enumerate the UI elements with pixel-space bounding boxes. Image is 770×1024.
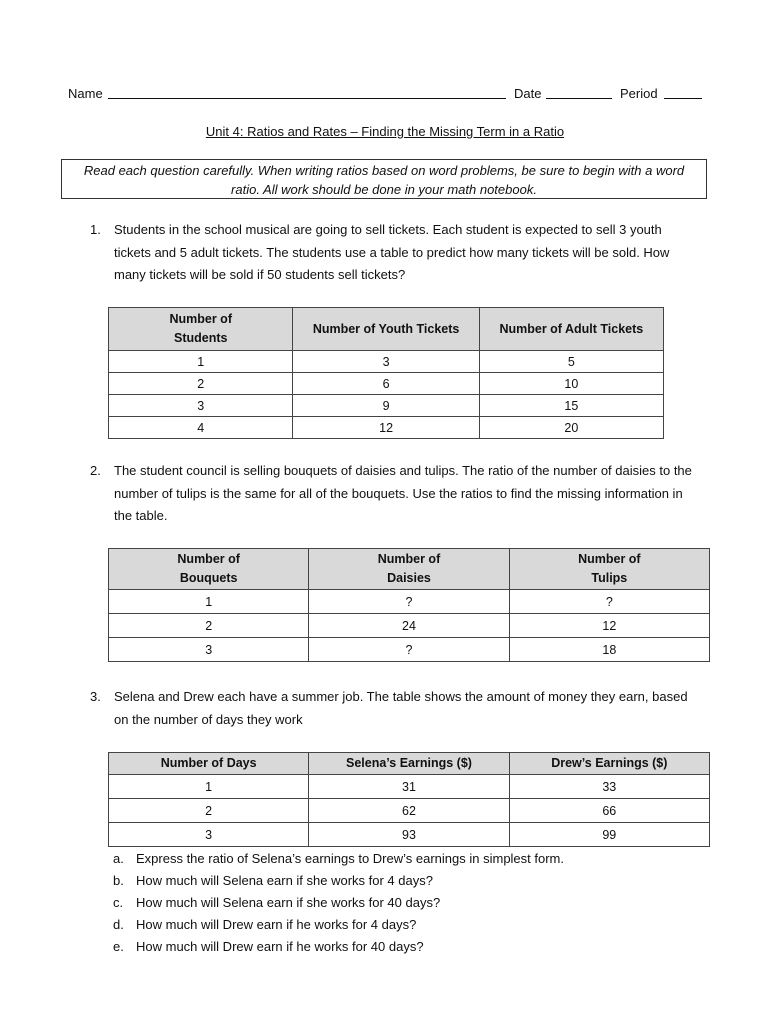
table-cell: 1	[109, 775, 309, 799]
subquestion-letter: e.	[113, 939, 124, 954]
subquestion-a	[113, 851, 673, 869]
bouquets-table	[108, 548, 710, 662]
table-cell: 24	[309, 614, 509, 638]
subquestion-letter: b.	[113, 873, 124, 888]
question-text: The student council is selling bouquets of daisies and tulips. The ratio of the number of daisies to the number of tulips is the same for all of the bouquets. Use the ratios to find the missing information in the table.	[114, 463, 692, 523]
table-cell: 4	[109, 417, 293, 439]
instructions-box	[61, 159, 707, 199]
table-header-row	[109, 753, 710, 775]
subquestion-text: Express the ratio of Selena’s earnings to Drew’s earnings in simplest form.	[136, 851, 564, 866]
table-row	[109, 351, 664, 373]
table-cell: 20	[479, 417, 663, 439]
table-row	[109, 799, 710, 823]
date-label: Date	[514, 86, 542, 101]
table-header-row	[109, 549, 710, 590]
subquestion-b	[113, 873, 673, 891]
table-cell: 62	[309, 799, 509, 823]
column-header: Number of Tulips	[509, 549, 709, 590]
table-row	[109, 638, 710, 662]
page-title: Unit 4: Ratios and Rates – Finding the Missing Term in a Ratio	[205, 124, 565, 139]
table-cell: 33	[509, 775, 709, 799]
subquestion-text: How much will Selena earn if she works for 40 days?	[136, 895, 441, 910]
column-header: Drew’s Earnings ($)	[509, 753, 709, 775]
table-row	[109, 395, 664, 417]
table-cell: 3	[109, 823, 309, 847]
question-1	[90, 219, 710, 289]
header	[68, 86, 704, 104]
table-cell: 6	[293, 373, 479, 395]
column-header: Number of Youth Tickets	[293, 308, 479, 351]
subquestion-d	[113, 917, 673, 935]
question-number: 3.	[90, 689, 101, 704]
table-cell: 93	[309, 823, 509, 847]
table-cell: 5	[479, 351, 663, 373]
question-number: 2.	[90, 463, 101, 478]
students-tickets-table	[108, 307, 664, 439]
column-header: Number of Bouquets	[109, 549, 309, 590]
question-3	[90, 686, 710, 734]
period-label: Period	[620, 86, 658, 101]
table-row	[109, 417, 664, 439]
question-text: Students in the school musical are going to sell tickets. Each student is expected to sell 3 youth tickets and 5 adult tickets. The students use a table to predict how many tickets will be sold. How many tickets will be sold if 50 students sell tickets?	[114, 222, 670, 282]
table-cell: 3	[109, 395, 293, 417]
column-header: Number of Days	[109, 753, 309, 775]
column-header: Number of Adult Tickets	[479, 308, 663, 351]
table-row	[109, 373, 664, 395]
table-cell: 3	[293, 351, 479, 373]
subquestion-e	[113, 939, 673, 957]
table-cell: 18	[509, 638, 709, 662]
table-cell: 1	[109, 351, 293, 373]
table-cell: 99	[509, 823, 709, 847]
question-text: Selena and Drew each have a summer job. The table shows the amount of money they earn, based on the number of days they work	[114, 689, 688, 727]
table-cell: ?	[309, 638, 509, 662]
table-cell: 66	[509, 799, 709, 823]
table-row	[109, 775, 710, 799]
subquestion-text: How much will Drew earn if he works for 40 days?	[136, 939, 424, 954]
subquestion-letter: c.	[113, 895, 124, 910]
earnings-table	[108, 752, 710, 847]
table-cell: 2	[109, 614, 309, 638]
subquestion-c	[113, 895, 673, 913]
table-row	[109, 823, 710, 847]
name-label: Name	[68, 86, 103, 101]
subquestion-letter: d.	[113, 917, 124, 932]
table-cell: 15	[479, 395, 663, 417]
table-cell: 1	[109, 590, 309, 614]
table-cell: 10	[479, 373, 663, 395]
table-cell: 2	[109, 799, 309, 823]
table-cell: 9	[293, 395, 479, 417]
column-header: Number of Students	[109, 308, 293, 351]
table-cell: ?	[509, 590, 709, 614]
column-header: Selena’s Earnings ($)	[309, 753, 509, 775]
subquestion-letter: a.	[113, 851, 124, 866]
instructions-text: Read each question carefully. When writing ratios based on word problems, be sure to begin with a word ratio. All work should be done in your math notebook.	[83, 163, 685, 197]
question-2	[90, 460, 710, 530]
table-cell: 3	[109, 638, 309, 662]
subquestion-text: How much will Selena earn if she works for 4 days?	[136, 873, 433, 888]
table-cell: ?	[309, 590, 509, 614]
table-cell: 12	[293, 417, 479, 439]
table-header-row	[109, 308, 664, 351]
column-header: Number of Daisies	[309, 549, 509, 590]
table-row	[109, 614, 710, 638]
table-row	[109, 590, 710, 614]
subquestion-text: How much will Drew earn if he works for 4 days?	[136, 917, 417, 932]
table-cell: 2	[109, 373, 293, 395]
table-cell: 12	[509, 614, 709, 638]
table-cell: 31	[309, 775, 509, 799]
question-number: 1.	[90, 222, 101, 237]
